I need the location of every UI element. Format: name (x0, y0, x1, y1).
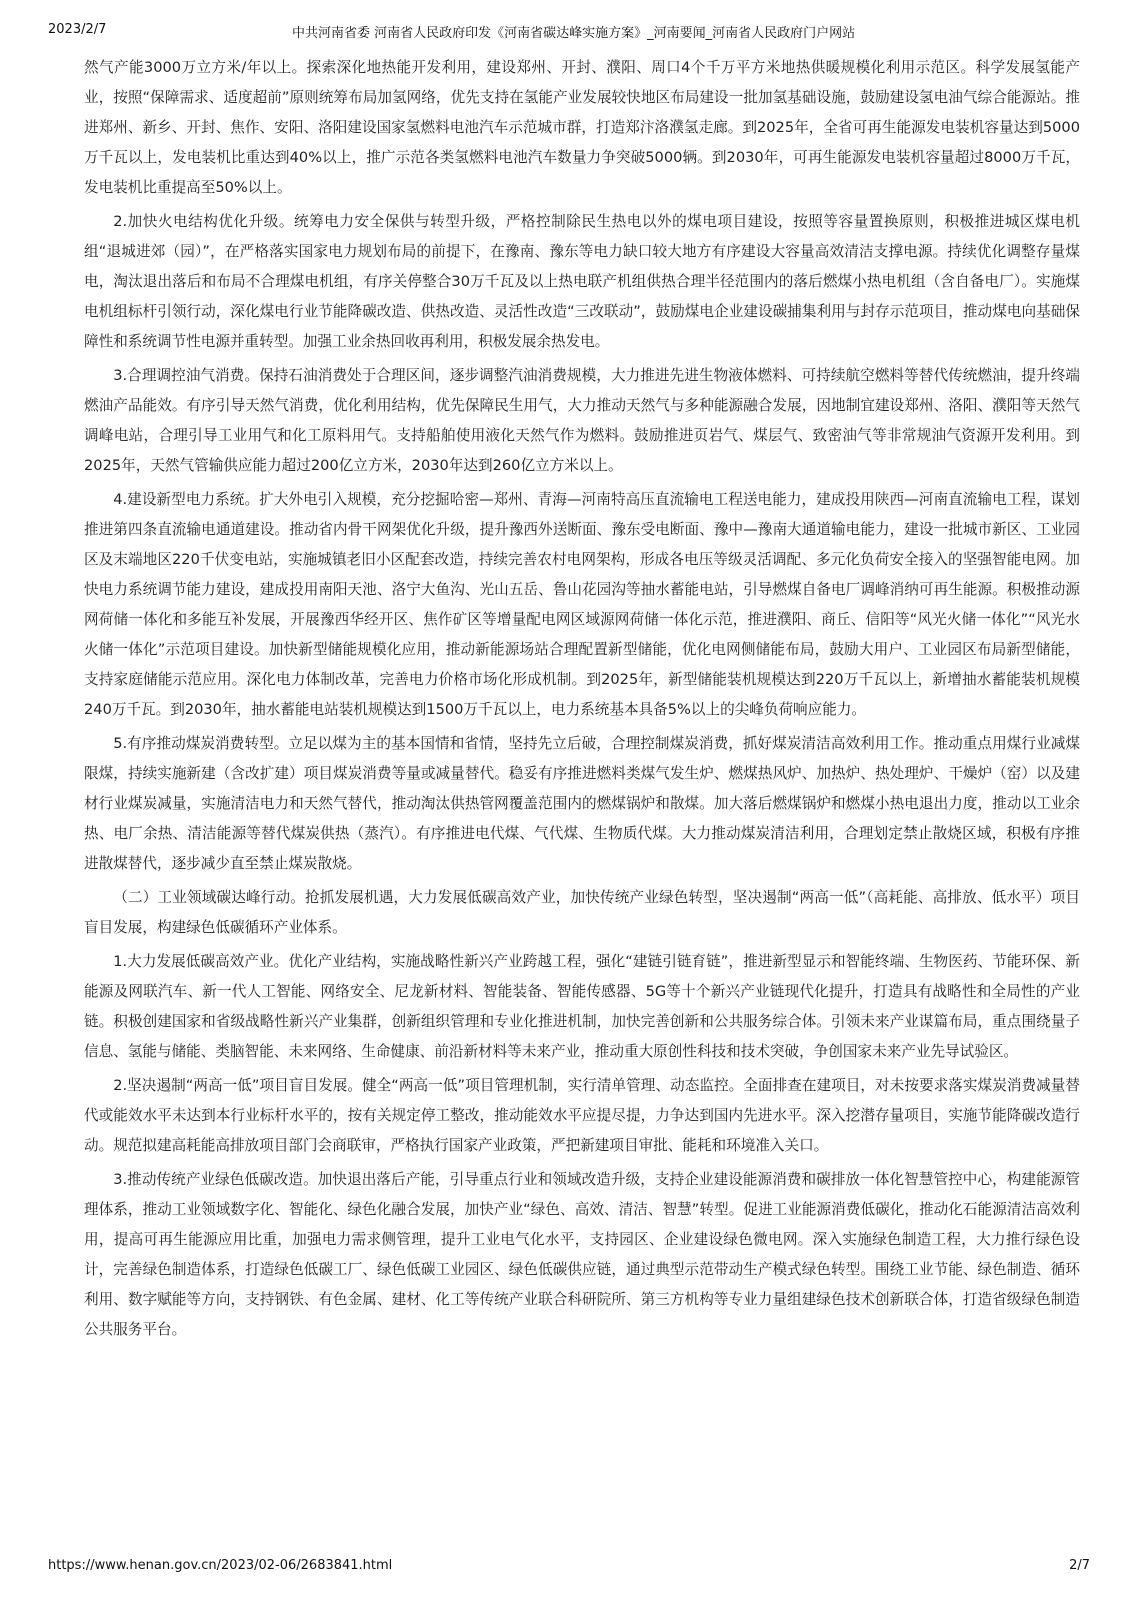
paragraph-coal: 5.有序推动煤炭消费转型。立足以煤为主的基本国情和省情，坚持先立后破，合理控制煤炭消费，抓好煤炭清洁高效利用工作。推动重点用煤行业减煤限煤，持续实施新建（含改扩建）项目煤炭消费等量或减量替代。稳妥有序推进燃料类煤气发生炉、燃煤热风炉、加热炉、热处理炉、干燥炉（窑）以及建材行业煤炭减量，实施清洁电力和天然气替代，推动淘汰供热管网覆盖范围内的燃煤锅炉和散煤。加大落后燃煤锅炉和燃煤小热电退出力度，推动以工业余热、电厂余热、清洁能源等替代煤炭供热（蒸汽）。有序推进电代煤、气代煤、生物质代煤。大力推动煤炭清洁利用，合理划定禁止散烧区域，积极有序推进散煤替代，逐步减少直至禁止煤炭散烧。 (84, 735, 1080, 872)
article-body (84, 53, 1080, 1349)
page-number: 2/7 (1069, 1558, 1090, 1573)
paragraph-continued: 然气产能3000万立方米/年以上。探索深化地热能开发利用，建设郑州、开封、濮阳、周口4个千万平方米地热供暖规模化利用示范区。科学发展氢能产业，按照“保障需求、适度超前”原则统筹布局加氢网络，优先支持在氢能产业发展较快地区布局建设一批加氢基础设施，鼓励建设氢电油气综合能源站。推进郑州、新乡、开封、焦作、安阳、洛阳建设国家氢燃料电池汽车示范城市群，打造郑汴洛濮氢走廊。到2025年，全省可再生能源发电装机容量达到5000万千瓦以上，发电装机比重达到40%以上，推广示范各类氢燃料电池汽车数量力争突破5000辆。到2030年，可再生能源发电装机容量超过8000万千瓦，发电装机比重提高至50%以上。 (84, 59, 1080, 196)
document-title: 中共河南省委 河南省人民政府印发《河南省碳达峰实施方案》_河南要闻_河南省人民政府门户网站 (292, 26, 856, 41)
paragraph-power-system: 4.建设新型电力系统。扩大外电引入规模，充分挖掘哈密—郑州、青海—河南特高压直流输电工程送电能力，建成投用陕西—河南直流输电工程，谋划推进第四条直流输电通道建设。推动省内骨干网架优化升级，提升豫西外送断面、豫东受电断面、豫中—豫南大通道输电能力，建设一批城市新区、工业园区及末端地区220千伏变电站，实施城镇老旧小区配套改造，持续完善农村电网架构，形成各电压等级灵活调配、多元化负荷安全接入的坚强智能电网。加快电力系统调节能力建设，建成投用南阳天池、洛宁大鱼沟、光山五岳、鲁山花园沟等抽水蓄能电站，引导燃煤自备电厂调峰消纳可再生能源。积极推动源网荷储一体化和多能互补发展，开展豫西华经开区、焦作矿区等增量配电网区域源网荷储一体化示范，推进濮阳、商丘、信阳等“风光火储一体化”“风光水火储一体化”示范项目建设。加快新型储能规模化应用，推动新能源场站合理配置新型储能，优化电网侧储能布局，鼓励大用户、工业园区布局新型储能，支持家庭储能示范应用。深化电力体制改革，完善电力价格市场化形成机制。到2025年，新型储能装机规模达到220万千瓦以上，新增抽水蓄能装机规模240万千瓦。到2030年，抽水蓄能电站装机规模达到1500万千瓦以上，电力系统基本具备5%以上的尖峰负荷响应能力。 (84, 491, 1080, 718)
paragraph-traditional-industry: 3.推动传统产业绿色低碳改造。加快退出落后产能，引导重点行业和领域改造升级，支持企业建设能源消费和碳排放一体化智慧管控中心，构建能源管理体系，推动工业领域数字化、智能化、绿色化融合发展，加快产业“绿色、高效、清洁、智慧”转型。促进工业能源消费低碳化，推动化石能源清洁高效利用，提高可再生能源应用比重，加强电力需求侧管理，提升工业电气化水平，支持园区、企业建设绿色微电网。深入实施绿色制造工程，大力推行绿色设计，完善绿色制造体系，打造绿色低碳工厂、绿色低碳工业园区、绿色低碳供应链，通过典型示范带动生产模式绿色转型。围绕工业节能、绿色制造、循环利用、数字赋能等方向，支持钢铁、有色金属、建材、化工等传统产业联合科研院所、第三方机构等专业力量组建绿色技术创新联合体，打造省级绿色制造公共服务平台。 (84, 1171, 1080, 1338)
paragraph-oil-gas: 3.合理调控油气消费。保持石油消费处于合理区间，逐步调整汽油消费规模，大力推进先进生物液体燃料、可持续航空燃料等替代传统燃油，提升终端燃油产品能效。有序引导天然气消费，优化利用结构，优先保障民生用气，大力推动天然气与多种能源融合发展，因地制宜建设郑州、洛阳、濮阳等天然气调峰电站，合理引导工业用气和化工原料用气。支持船舶使用液化天然气作为燃料。鼓励推进页岩气、煤层气、致密油气等非常规油气资源开发利用。到2025年，天然气管输供应能力超过200亿立方米，2030年达到260亿立方米以上。 (84, 367, 1080, 474)
paragraph-low-carbon-industry: 1.大力发展低碳高效产业。优化产业结构，实施战略性新兴产业跨越工程，强化“建链引链育链”，推进新型显示和智能终端、生物医药、节能环保、新能源及网联汽车、新一代人工智能、网络安全、尼龙新材料、智能装备、智能传感器、5G等十个新兴产业链现代化提升，打造具有战略性和全局性的产业链。积极创建国家和省级战略性新兴产业集群，创新组织管理和专业化推进机制，加快完善创新和公共服务综合体。引领未来产业谋篇布局，重点围绕量子信息、氢能与储能、类脑智能、未来网络、生命健康、前沿新材料等未来产业，推动重大原创性科技和技术突破，争创国家未来产业先导试验区。 (84, 953, 1080, 1060)
print-footer (48, 1558, 1090, 1578)
print-date: 2023/2/7 (48, 22, 107, 37)
page-url: https://www.henan.gov.cn/2023/02-06/2683841.html (48, 1558, 393, 1573)
paragraph-thermal-power: 2.加快火电结构优化升级。统筹电力安全保供与转型升级，严格控制除民生热电以外的煤电项目建设，按照等容量置换原则，积极推进城区煤电机组“退城进郊（园）”，在严格落实国家电力规划布局的前提下，在豫南、豫东等电力缺口较大地方有序建设大容量高效清洁支撑电源。持续优化调整存量煤电，淘汰退出落后和布局不合理煤电机组，有序关停整合30万千瓦及以上热电联产机组供热合理半径范围内的落后燃煤小热电机组（含自备电厂）。实施煤电机组标杆引领行动，深化煤电行业节能降碳改造、供热改造、灵活性改造“三改联动”，鼓励煤电企业建设碳捕集利用与封存示范项目，推动煤电向基础保障性和系统调节性电源并重转型。加强工业余热回收再利用，积极发展余热发电。 (84, 213, 1080, 350)
section-heading-industry: （二）工业领域碳达峰行动。抢抓发展机遇，大力发展低碳高效产业，加快传统产业绿色转型，坚决遏制“两高一低”（高耗能、高排放、低水平）项目盲目发展，构建绿色低碳循环产业体系。 (84, 889, 1080, 936)
paragraph-two-high-one-low: 2.坚决遏制“两高一低”项目盲目发展。健全“两高一低”项目管理机制，实行清单管理、动态监控。全面排查在建项目，对未按要求落实煤炭消费减量替代或能效水平未达到本行业标杆水平的，按有关规定停工整改，推动能效水平应提尽提，力争达到国内先进水平。深入挖潜存量项目，实施节能降碳改造行动。规范拟建高耗能高排放项目部门会商联审，严格执行国家产业政策，严把新建项目审批、能耗和环境准入关口。 (84, 1077, 1080, 1154)
print-header (48, 22, 1090, 42)
